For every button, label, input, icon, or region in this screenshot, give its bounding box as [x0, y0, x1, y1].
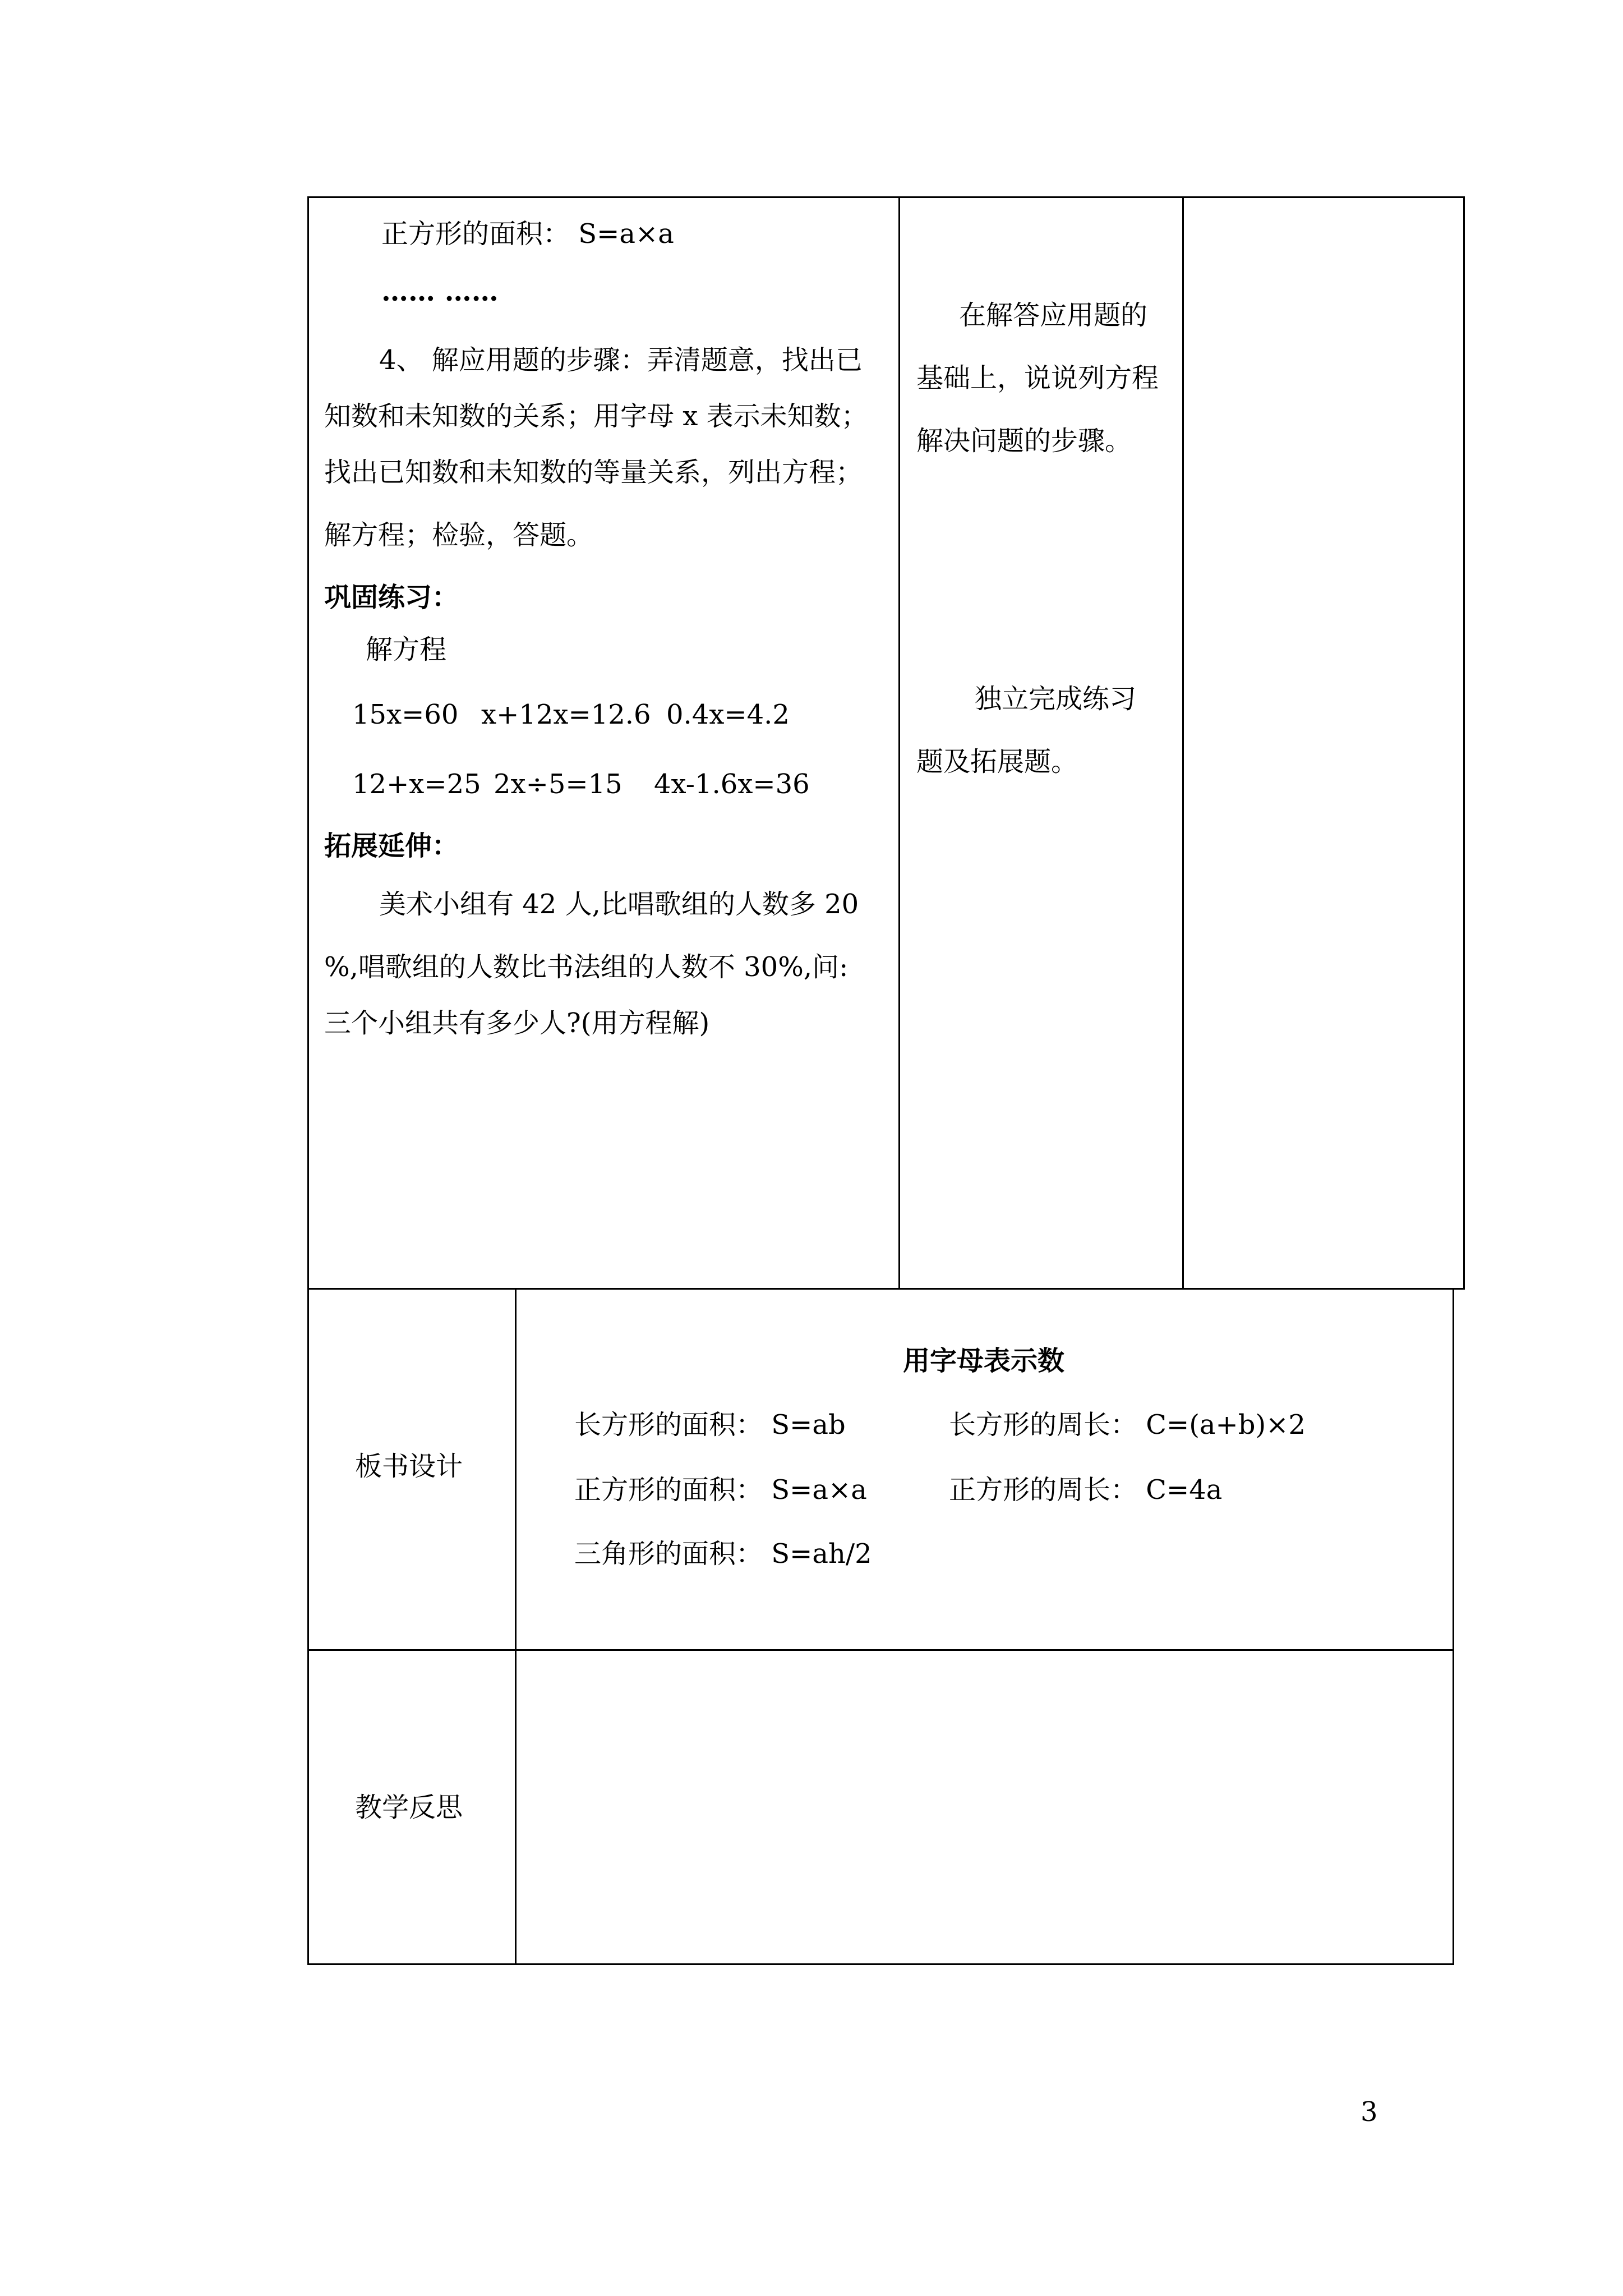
extension-line: 三个小组共有多少人?(用方程解) [324, 1007, 710, 1039]
teacher-note-line: 在解答应用题的 [959, 300, 1148, 331]
practice-heading: 巩固练习： [324, 582, 459, 613]
teacher-note-line: 基础上，说说列方程 [916, 362, 1159, 394]
equation: 15x=60 [352, 699, 459, 730]
steps-line: 知数和未知数的关系；用字母 x 表示未知数； [324, 401, 868, 432]
teacher-note-line: 解决问题的步骤。 [916, 425, 1132, 457]
board-formula: 三角形的面积： S=ah/2 [574, 1538, 872, 1570]
equation: 4x-1.6x=36 [654, 769, 810, 800]
board-title: 用字母表示数 [902, 1345, 1064, 1377]
page-number: 3 [1361, 2096, 1378, 2128]
board-formula: 长方形的周长： C=(a+b)×2 [949, 1409, 1306, 1441]
teacher-note-line: 独立完成练习 [975, 683, 1137, 715]
extension-heading: 拓展延伸： [324, 830, 459, 862]
extension-line: 美术小组有 42 人,比唱歌组的人数多 20 [379, 889, 859, 920]
equation: 0.4x=4.2 [666, 699, 790, 730]
board-design-label: 板书设计 [355, 1451, 463, 1482]
board-formula: 正方形的面积： S=a×a [574, 1474, 867, 1506]
equation: 12+x=25 [352, 769, 481, 800]
ellipsis: …… …… [381, 276, 499, 307]
steps-line: 解方程；检验，答题。 [324, 519, 594, 551]
equation: x+12x=12.6 [481, 699, 651, 730]
square-area-formula: 正方形的面积： S=a×a [381, 218, 674, 250]
teaching-reflection-label: 教学反思 [355, 1792, 463, 1823]
steps-line: 找出已知数和未知数的等量关系，列出方程； [324, 457, 863, 488]
teacher-note-line: 题及拓展题。 [916, 746, 1078, 777]
board-formula: 正方形的周长： C=4a [949, 1474, 1223, 1506]
solve-label: 解方程 [366, 634, 447, 665]
board-formula: 长方形的面积： S=ab [574, 1409, 846, 1441]
steps-line: 4、 解应用题的步骤：弄清题意，找出已 [379, 344, 863, 376]
extension-line: %,唱歌组的人数比书法组的人数不 30%,问: [324, 951, 849, 983]
equation: 2x÷5=15 [494, 769, 623, 800]
